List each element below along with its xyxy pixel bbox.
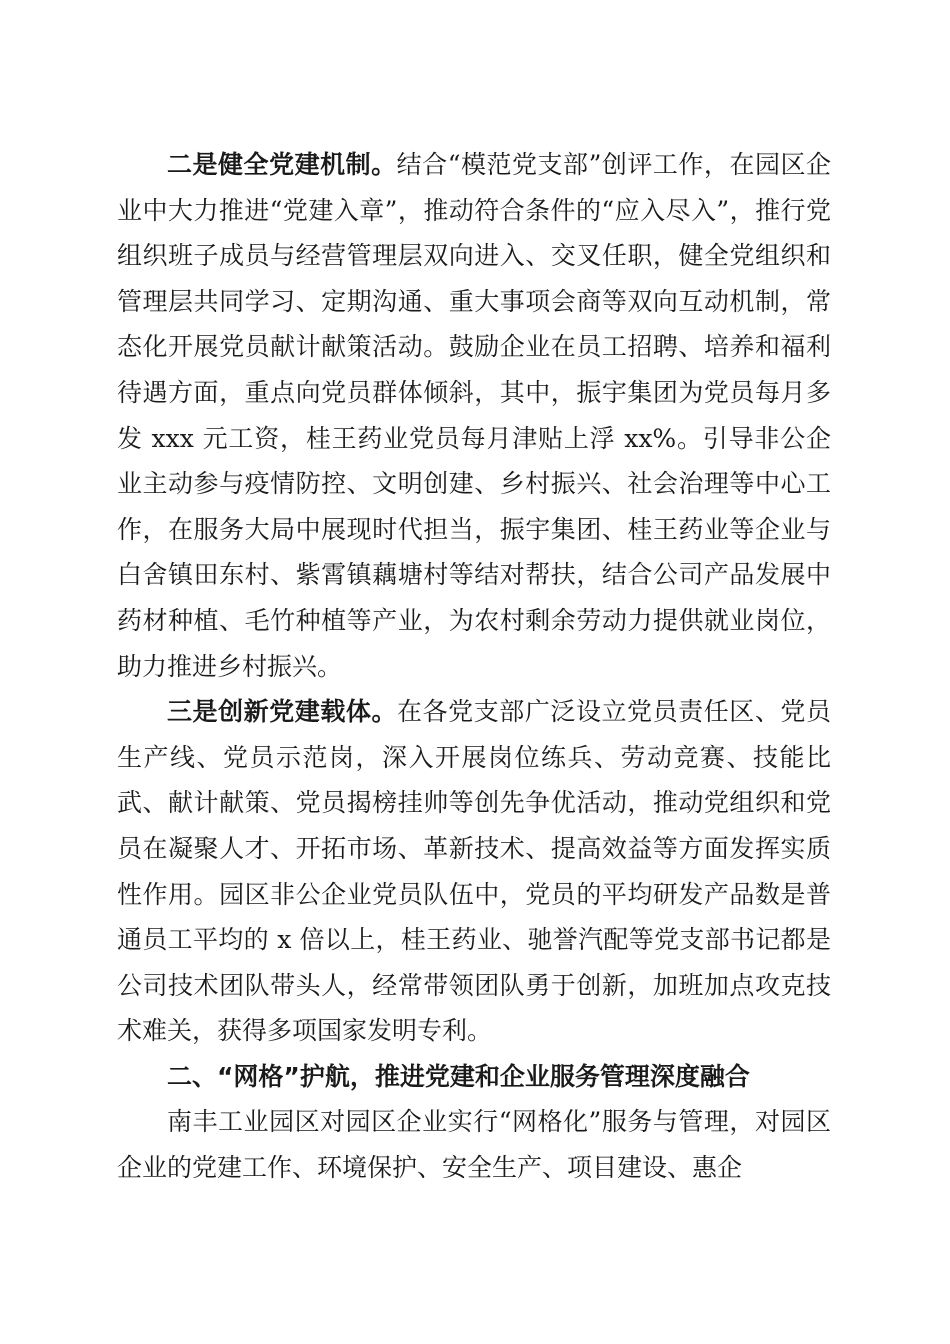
paragraph-grid-service: 南丰工业园区对园区企业实行“网格化”服务与管理，对园区企业的党建工作、环境保护、安全生产、项目建设、惠企	[117, 1107, 831, 1183]
paragraph-lead: 三是创新党建载体。	[167, 697, 398, 727]
paragraph-party-carrier	[117, 689, 831, 1054]
paragraph-text: 在各党支部广泛设立党员责任区、党员生产线、党员示范岗，深入开展岗位练兵、劳动竞赛、技能比武、献计献策、党员揭榜挂帅等创先争优活动，推动党组织和党员在凝聚人才、开拓市场、革新技术、提高效益等方面发挥实质性作用。园区非公企业党员队伍中，党员的平均研发产品数是普通员工平均的 x 倍以上，桂王药业、驰誉汽配等党支部书记都是公司技术团队带头人，经常带领团队勇于创新，加班加点攻克技术难关，获得多项国家发明专利。	[117, 697, 831, 1046]
document-body	[117, 142, 831, 1191]
section-heading: 二、“网格”护航，推进党建和企业服务管理深度融合	[167, 1061, 750, 1091]
paragraph-party-mechanism	[117, 142, 831, 689]
paragraph-text: 结合“模范党支部”创评工作，在园区企业中大力推进“党建入章”，推动符合条件的“应入尽入”，推行党组织班子成员与经营管理层双向进入、交叉任职，健全党组织和管理层共同学习、定期沟通、重大事项会商等双向互动机制，常态化开展党员献计献策活动。鼓励企业在员工招聘、培养和福利待遇方面，重点向党员群体倾斜，其中，振宇集团为党员每月多发 xxx 元工资，桂王药业党员每月津贴上浮 xx%。引导非公企业主动参与疫情防控、文明创建、乡村振兴、社会治理等中心工作，在服务大局中展现时代担当，振宇集团、桂王药业等企业与白舍镇田东村、紫霄镇藕塘村等结对帮扶，结合公司产品发展中药材种植、毛竹种植等产业，为农村剩余劳动力提供就业岗位，助力推进乡村振兴。	[117, 150, 831, 681]
paragraph-lead: 二是健全党建机制。	[167, 150, 397, 179]
